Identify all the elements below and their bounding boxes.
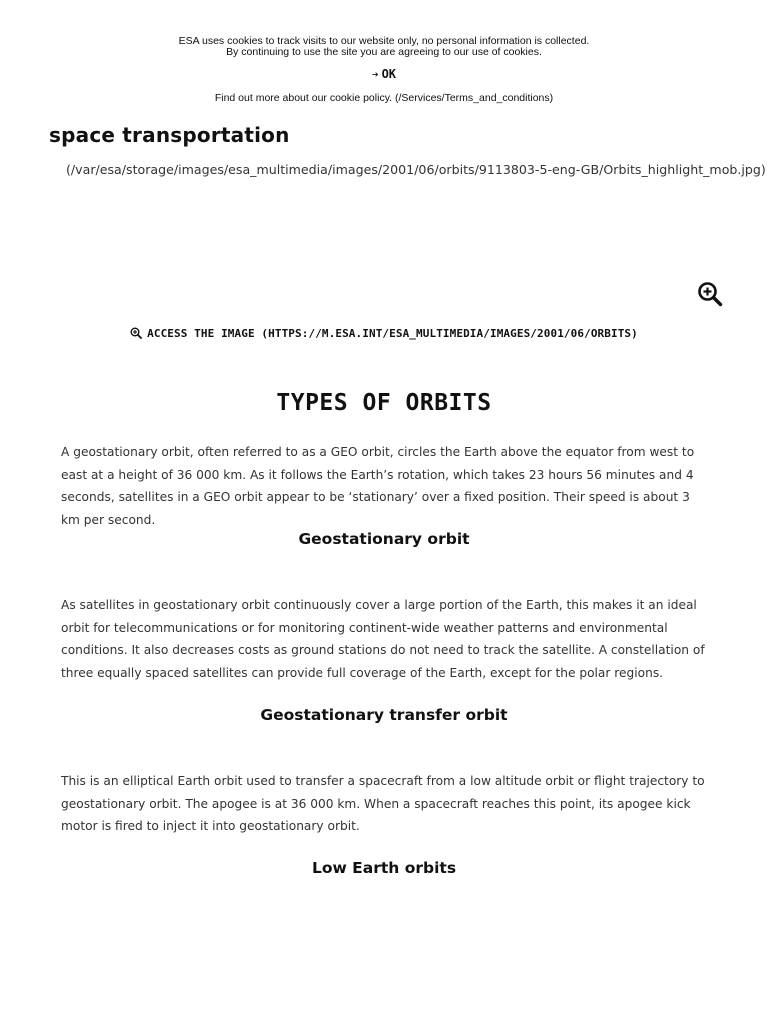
cookie-ok-label: OK — [381, 67, 397, 81]
access-image-link[interactable] — [0, 327, 768, 340]
cookie-notice-line-1: ESA uses cookies to track visits to our website only, no personal information is collected. — [178, 35, 590, 47]
section-body: This is an elliptical Earth orbit used to transfer a spacecraft from a low altitude orbit or flight trajectory to geostationary orbit. The apogee is at 36 000 km. When a spacecraft reaches this point, its apogee kick motor is fired to inject it into geostationary orbit. — [61, 774, 705, 833]
article-intro: A geostationary orbit, often referred to as a GEO orbit, circles the Earth above the equator from west to east at a height of 36 000 km. As it follows the Earth’s rotation, which takes 23 hours 56 minutes and 4 seconds, satellites in a GEO orbit appear to be ‘stationary’ over a fixed position. Their speed is about 3 km per second. — [61, 445, 695, 527]
cookie-policy-link[interactable]: Find out more about our cookie policy. (/Services/Terms_and_conditions) — [214, 92, 554, 104]
section-body: As satellites in geostationary orbit continuously cover a large portion of the Earth, this makes it an ideal orbit for telecommunications or for monitoring continent-wide weather patterns and environmental conditions. It also decreases costs as ground stations do not need to track the satellite. A constellation of three equally spaced satellites can provide full coverage of the Earth, except for the polar regions. — [61, 598, 705, 680]
section-heading: Low Earth orbits — [311, 859, 457, 877]
cookie-notice — [0, 36, 768, 58]
arrow-right-icon: ➔ — [371, 68, 379, 81]
access-image-label: ACCESS THE IMAGE (HTTPS://M.ESA.INT/ESA_MULTIMEDIA/IMAGES/2001/06/ORBITS) — [147, 327, 638, 340]
section-heading: Geostationary orbit — [298, 530, 470, 548]
article-title: TYPES OF ORBITS — [276, 390, 492, 416]
section-heading: Geostationary transfer orbit — [260, 706, 508, 724]
cookie-ok-button[interactable] — [0, 67, 768, 81]
image-alt-path: (/var/esa/storage/images/esa_multimedia/images/2001/06/orbits/9113803-5-eng-GB/Orbits_highlight_mob.jpg) — [66, 162, 766, 177]
section-title: space transportation — [49, 123, 290, 147]
zoom-in-button[interactable] — [697, 281, 723, 307]
zoom-in-icon — [130, 327, 142, 339]
cookie-notice-line-2: By continuing to use the site you are agreeing to our use of cookies. — [226, 46, 542, 58]
zoom-in-icon — [697, 281, 723, 307]
